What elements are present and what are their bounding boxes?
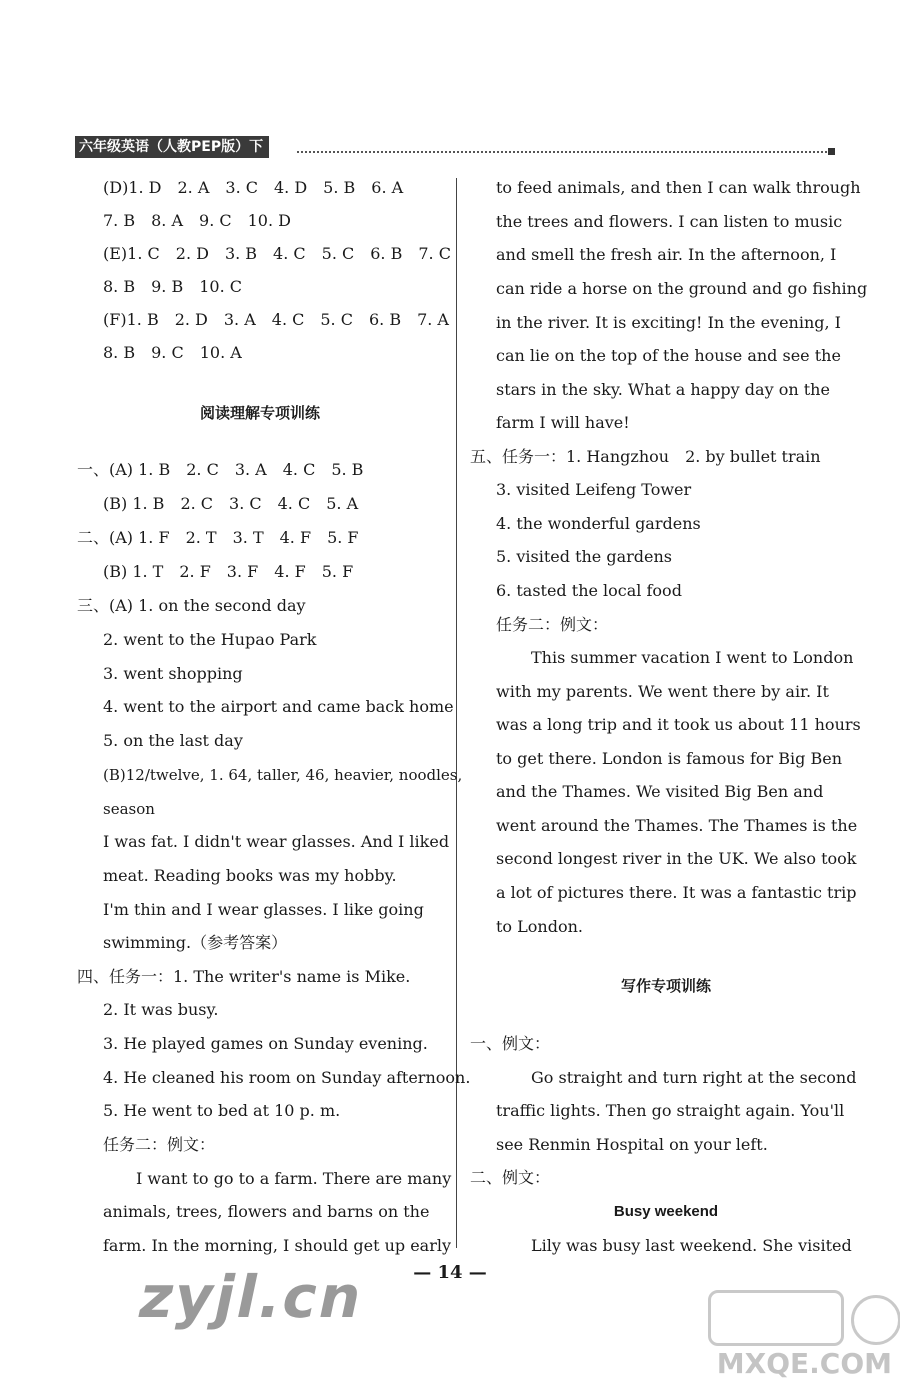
answer-line: 6. tasted the local food [496, 581, 682, 600]
essay-line: the trees and flowers. I can listen to music [496, 212, 843, 231]
essay-line: Go straight and turn right at the second [531, 1068, 857, 1087]
answer-line: (F)1. B 2. D 3. A 4. C 5. C 6. B 7. A [103, 310, 449, 329]
essay-line: a lot of pictures there. It was a fantastic trip [496, 883, 857, 902]
answer-line: 7. B 8. A 9. C 10. D [103, 211, 291, 230]
essay-line: to get there. London is famous for Big Ben [496, 749, 842, 768]
writing-section-heading: 写作专项训练 [620, 977, 711, 995]
answer-line: (B) 1. T 2. F 3. F 4. F 5. F [103, 562, 354, 581]
essay-line: stars in the sky. What a happy day on the [496, 380, 830, 399]
answer-line: 2. went to the Hupao Park [103, 630, 317, 649]
answer-line: (D)1. D 2. A 3. C 4. D 5. B 6. A [103, 178, 404, 197]
site-logo [708, 1290, 892, 1386]
answer-line: 一、例文： [470, 1034, 551, 1053]
essay-line: animals, trees, flowers and barns on the [103, 1202, 430, 1221]
answer-line: I was fat. I didn't wear glasses. And I liked [103, 832, 450, 851]
reading-section-heading: 阅读理解专项训练 [199, 404, 320, 422]
essay-line: to London. [496, 917, 583, 936]
answer-line: 5. on the last day [103, 731, 243, 750]
essay-line: can lie on the top of the house and see the [496, 346, 841, 365]
essay-line: can ride a horse on the ground and go fishing [496, 279, 868, 298]
page-number: — 14 — [413, 1262, 487, 1283]
answer-line: 三、(A) 1. on the second day [77, 596, 306, 615]
essay-line: farm I will have! [496, 413, 630, 432]
answer-line: 二、例文： [470, 1168, 551, 1187]
page-header [75, 136, 835, 158]
essay-line: farm. In the morning, I should get up early [103, 1236, 452, 1255]
answer-line: 5. He went to bed at 10 p. m. [103, 1101, 341, 1120]
answer-line: 一、(A) 1. B 2. C 3. A 4. C 5. B [77, 460, 364, 479]
essay-line: I want to go to a farm. There are many [136, 1169, 452, 1188]
answer-line: 4. went to the airport and came back home [103, 697, 454, 716]
answer-line: 任务二：例文： [103, 1135, 216, 1154]
watermark-text: zyjl.cn [132, 1263, 371, 1331]
essay-line: and smell the fresh air. In the afternoon, I [496, 245, 837, 264]
answer-line: 8. B 9. C 10. A [103, 343, 242, 362]
answer-line: I'm thin and I wear glasses. I like going [103, 900, 424, 919]
answer-line: meat. Reading books was my hobby. [103, 866, 397, 885]
essay-line: second longest river in the UK. We also took [496, 849, 857, 868]
essay-title: Busy weekend [613, 1203, 719, 1220]
answer-line: 3. visited Leifeng Tower [496, 480, 692, 499]
essay-line: in the river. It is exciting! In the evening, I [496, 313, 841, 332]
answer-line: 8. B 9. B 10. C [103, 277, 242, 296]
answer-line: (B) 1. B 2. C 3. C 4. C 5. A [103, 494, 359, 513]
essay-line: was a long trip and it took us about 11 hours [496, 715, 861, 734]
essay-line: with my parents. We went there by air. It [496, 682, 829, 701]
answer-line: 任务二：例文： [496, 615, 609, 634]
answer-line: swimming.（参考答案） [103, 933, 288, 952]
answer-line: 3. He played games on Sunday evening. [103, 1034, 428, 1053]
book-title: 六年级英语（人教PEP版）下 [75, 136, 269, 158]
header-dotted-rule [297, 151, 827, 153]
answer-line: 4. the wonderful gardens [496, 514, 701, 533]
logo-text: MXQE.COM [716, 1347, 892, 1380]
answer-line: 五、任务一：1. Hangzhou 2. by bullet train [470, 447, 821, 466]
answer-line: 四、任务一：1. The writer's name is Mike. [77, 967, 411, 986]
essay-line: traffic lights. Then go straight again. You'll [496, 1101, 845, 1120]
answer-line: season [103, 800, 155, 818]
answer-line: 4. He cleaned his room on Sunday afternoon. [103, 1068, 471, 1087]
essay-line: went around the Thames. The Thames is the [496, 816, 858, 835]
essay-line: see Renmin Hospital on your left. [496, 1135, 768, 1154]
answer-line: (E)1. C 2. D 3. B 4. C 5. C 6. B 7. C [103, 244, 451, 263]
logo-mark-icon [708, 1290, 844, 1346]
answer-line: 5. visited the gardens [496, 547, 673, 566]
answer-line: 二、(A) 1. F 2. T 3. T 4. F 5. F [77, 528, 359, 547]
essay-line: to feed animals, and then I can walk through [496, 178, 861, 197]
essay-line: and the Thames. We visited Big Ben and [496, 782, 824, 801]
answer-line: 2. It was busy. [103, 1000, 219, 1019]
essay-line: This summer vacation I went to London [531, 648, 854, 667]
answer-line: (B)12/twelve, 1. 64, taller, 46, heavier, noodles, [103, 766, 463, 784]
answer-line: 3. went shopping [103, 664, 243, 683]
header-square-mark [828, 148, 835, 155]
essay-line: Lily was busy last weekend. She visited [531, 1236, 852, 1255]
